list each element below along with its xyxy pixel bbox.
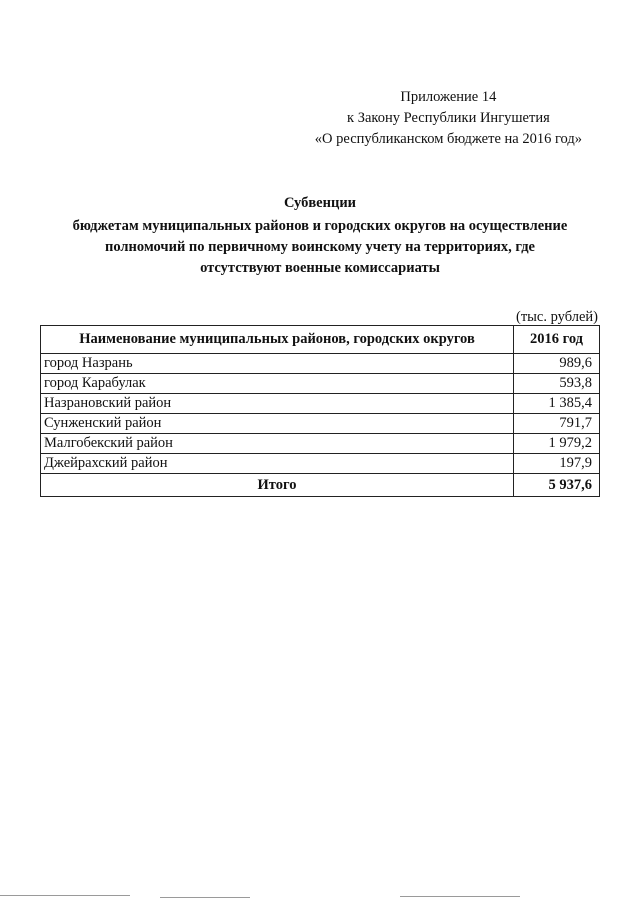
row-name: город Карабулак (41, 374, 514, 394)
subventions-table (40, 325, 600, 497)
row-name: Сунженский район (41, 414, 514, 434)
total-row (41, 474, 600, 497)
scan-artifact (0, 895, 130, 896)
table-header-row (41, 326, 600, 354)
title-heading: Субвенции (283, 195, 357, 211)
appendix-header (315, 87, 582, 150)
row-amount: 1 385,4 (514, 394, 600, 414)
title-line-3: отсутствуют военные комиссариаты (200, 260, 440, 276)
document-title (40, 193, 600, 279)
appendix-law-title: «О республиканском бюджете на 2016 год» (314, 131, 582, 147)
units-label: (тыс. рублей) (516, 309, 598, 325)
table-row (41, 354, 600, 374)
appendix-number: Приложение 14 (400, 89, 497, 105)
appendix-law: к Закону Республики Ингушетия (347, 110, 550, 126)
column-header-name: Наименование муниципальных районов, городских округов (41, 326, 514, 354)
table-row (41, 414, 600, 434)
row-amount: 989,6 (514, 354, 600, 374)
row-amount: 1 979,2 (514, 434, 600, 454)
column-header-year: 2016 год (514, 326, 600, 354)
table-row (41, 394, 600, 414)
row-amount: 593,8 (514, 374, 600, 394)
scan-artifact (160, 897, 250, 898)
table-row (41, 374, 600, 394)
row-name: Джейрахский район (41, 454, 514, 474)
table-row (41, 434, 600, 454)
row-amount: 197,9 (514, 454, 600, 474)
total-label: Итого (41, 474, 514, 497)
table-row (41, 454, 600, 474)
row-name: Малгобекский район (41, 434, 514, 454)
title-line-2: полномочий по первичному воинскому учету на территориях, где (104, 239, 535, 255)
row-name: город Назрань (41, 354, 514, 374)
scan-artifact (400, 896, 520, 897)
row-amount: 791,7 (514, 414, 600, 434)
total-amount: 5 937,6 (514, 474, 600, 497)
row-name: Назрановский район (41, 394, 514, 414)
title-line-1: бюджетам муниципальных районов и городских округов на осуществление (72, 218, 568, 234)
